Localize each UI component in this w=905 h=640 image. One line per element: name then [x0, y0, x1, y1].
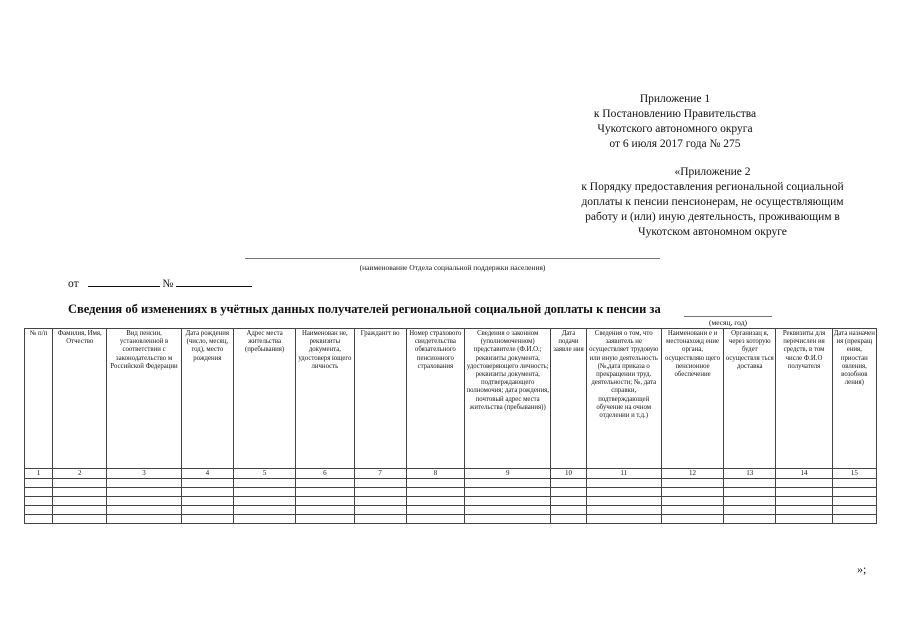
table-cell[interactable] — [107, 515, 181, 524]
table-cell[interactable] — [406, 497, 464, 506]
period-caption: (месяц, год) — [708, 318, 748, 327]
column-header: Дата рождения (число, месяц, год), место рождения — [181, 329, 233, 469]
table-cell[interactable] — [107, 506, 181, 515]
column-header: № п/п — [25, 329, 53, 469]
table-cell[interactable] — [465, 488, 551, 497]
column-number: 13 — [724, 469, 776, 479]
column-number-row — [25, 469, 877, 479]
table-cell[interactable] — [832, 515, 876, 524]
table-cell[interactable] — [296, 506, 354, 515]
table-cell[interactable] — [25, 497, 53, 506]
table-row — [25, 515, 877, 524]
column-header: Граждангт во — [354, 329, 406, 469]
column-header: Сведения о законном (уполномоченном) представителе (Ф.И.О.; реквизиты документа, удостоверяющего личность; реквизиты документа, подтверждающего полномочия; дата рождения, почтовый адрес места жительства (пребывания)) — [465, 329, 551, 469]
table-cell[interactable] — [661, 506, 723, 515]
table-cell[interactable] — [53, 506, 107, 515]
date-blank — [88, 275, 160, 287]
table-cell[interactable] — [661, 488, 723, 497]
table-cell[interactable] — [586, 515, 661, 524]
table-cell[interactable] — [832, 479, 876, 488]
column-number: 9 — [465, 469, 551, 479]
period-blank — [684, 316, 772, 317]
table-cell[interactable] — [832, 497, 876, 506]
table-cell[interactable] — [296, 488, 354, 497]
table-cell[interactable] — [776, 515, 832, 524]
table-cell[interactable] — [296, 515, 354, 524]
table-row — [25, 488, 877, 497]
table-cell[interactable] — [776, 497, 832, 506]
appendix-2-line: к Порядку предоставления региональной социальной — [581, 181, 844, 193]
appendix-2-line: «Приложение 2 — [674, 166, 751, 178]
column-header: Организац я, через которую будет осуществля ться доставка — [724, 329, 776, 469]
table-cell[interactable] — [724, 479, 776, 488]
recipients-table — [24, 328, 877, 524]
column-header: Наименовани е и местонахожд ение органа, осуществляю щего пенсионное обеспечение — [661, 329, 723, 469]
table-cell[interactable] — [25, 515, 53, 524]
table-cell[interactable] — [465, 497, 551, 506]
appendix-1-line: Чукотского автономного округа — [597, 123, 753, 135]
table-cell[interactable] — [661, 497, 723, 506]
column-number: 5 — [233, 469, 295, 479]
appendix-2-heading — [520, 165, 905, 240]
table-cell[interactable] — [465, 515, 551, 524]
table-cell[interactable] — [586, 488, 661, 497]
column-header: Фамилия, Имя, Отчество — [53, 329, 107, 469]
table-cell[interactable] — [551, 506, 586, 515]
table-row — [25, 479, 877, 488]
table-cell[interactable] — [832, 506, 876, 515]
column-header: Адрес места жительства (пребывания) — [233, 329, 295, 469]
column-header: Номер страхового свидетельства обязательного пенсионного страхования — [406, 329, 464, 469]
table-cell[interactable] — [406, 488, 464, 497]
table-cell[interactable] — [181, 488, 233, 497]
table-cell[interactable] — [354, 488, 406, 497]
appendix-1-heading — [560, 92, 790, 152]
table-cell[interactable] — [586, 506, 661, 515]
table-cell[interactable] — [354, 479, 406, 488]
table-cell[interactable] — [832, 488, 876, 497]
table-cell[interactable] — [551, 488, 586, 497]
column-header: Дата назначен ия (прекращ ения, приостан овления, возобнов ления) — [832, 329, 876, 469]
column-number: 15 — [832, 469, 876, 479]
column-number: 8 — [406, 469, 464, 479]
table-cell[interactable] — [53, 515, 107, 524]
appendix-1-line: к Постановлению Правительства — [593, 108, 757, 120]
table-cell[interactable] — [296, 479, 354, 488]
column-header: Дата подачи заявле ния — [551, 329, 586, 469]
table-cell[interactable] — [181, 506, 233, 515]
table-cell[interactable] — [53, 488, 107, 497]
table-cell[interactable] — [406, 506, 464, 515]
table-cell[interactable] — [724, 488, 776, 497]
table-cell[interactable] — [233, 497, 295, 506]
column-header: Вид пенсии, установленной в соответствии с законодательство м Российской Федерации — [107, 329, 181, 469]
appendix-1-line: Приложение 1 — [639, 93, 711, 105]
column-header: Наименован не, реквизиты документа, удостоверя ющего личность — [296, 329, 354, 469]
appendix-2-line: доплаты к пенсии пенсионерам, не осуществляющим — [581, 196, 844, 208]
table-cell[interactable] — [181, 497, 233, 506]
table-cell[interactable] — [776, 479, 832, 488]
from-label: от — [68, 278, 79, 290]
column-number: 12 — [661, 469, 723, 479]
table-cell[interactable] — [406, 515, 464, 524]
department-name-blank — [245, 258, 660, 259]
table-cell[interactable] — [724, 506, 776, 515]
table-cell[interactable] — [465, 506, 551, 515]
number-blank — [176, 275, 252, 287]
table-cell[interactable] — [53, 479, 107, 488]
table-cell[interactable] — [25, 479, 53, 488]
column-number: 1 — [25, 469, 53, 479]
table-cell[interactable] — [551, 479, 586, 488]
appendix-2-line: работу и (или) иную деятельность, проживающим в — [585, 211, 840, 223]
column-header: Сведения о том, что заявитель не осуществляет трудовую или иную деятельность (№,дата приказа о прекращении труд. деятельности; №, дата справки, подтверждающей обучение на очном отделении и т.д.) — [586, 329, 661, 469]
table-row — [25, 497, 877, 506]
table-cell[interactable] — [661, 479, 723, 488]
table-cell[interactable] — [724, 497, 776, 506]
table-cell[interactable] — [724, 515, 776, 524]
table-cell[interactable] — [107, 497, 181, 506]
table-cell[interactable] — [354, 515, 406, 524]
table-cell[interactable] — [296, 497, 354, 506]
number-label: № — [162, 278, 174, 290]
table-cell[interactable] — [551, 515, 586, 524]
column-number: 2 — [53, 469, 107, 479]
table-cell[interactable] — [233, 479, 295, 488]
table-cell[interactable] — [354, 497, 406, 506]
table-cell[interactable] — [107, 479, 181, 488]
table-header-row — [25, 329, 877, 469]
table-cell[interactable] — [776, 488, 832, 497]
column-number: 7 — [354, 469, 406, 479]
form-title: Сведения об изменениях в учётных данных получателей региональной социальной доплаты к пенсии за — [68, 302, 661, 316]
table-cell[interactable] — [233, 488, 295, 497]
table-cell[interactable] — [53, 497, 107, 506]
table-cell[interactable] — [551, 497, 586, 506]
table-cell[interactable] — [25, 506, 53, 515]
closing-quote: »; — [857, 562, 867, 576]
column-number: 4 — [181, 469, 233, 479]
table-row — [25, 506, 877, 515]
table-cell[interactable] — [25, 488, 53, 497]
table-cell[interactable] — [465, 479, 551, 488]
table-cell[interactable] — [586, 479, 661, 488]
department-caption: (наименование Отдела социальной поддержки населения) — [359, 263, 546, 272]
table-cell[interactable] — [181, 479, 233, 488]
table-cell[interactable] — [233, 515, 295, 524]
column-number: 10 — [551, 469, 586, 479]
column-number: 3 — [107, 469, 181, 479]
table-cell[interactable] — [233, 506, 295, 515]
table-cell[interactable] — [661, 515, 723, 524]
table-cell[interactable] — [181, 515, 233, 524]
column-number: 14 — [776, 469, 832, 479]
column-number: 6 — [296, 469, 354, 479]
table-cell[interactable] — [406, 479, 464, 488]
date-number-row — [68, 275, 252, 290]
table-cell[interactable] — [107, 488, 181, 497]
column-header: Реквизиты для перечислен ия средств, в том числе Ф.И.О получателя — [776, 329, 832, 469]
table-cell[interactable] — [776, 506, 832, 515]
table-cell[interactable] — [354, 506, 406, 515]
table-cell[interactable] — [586, 497, 661, 506]
appendix-2-line: Чукотском автономном округе — [638, 226, 787, 238]
appendix-1-line: от 6 июля 2017 года № 275 — [609, 138, 741, 150]
column-number: 11 — [586, 469, 661, 479]
